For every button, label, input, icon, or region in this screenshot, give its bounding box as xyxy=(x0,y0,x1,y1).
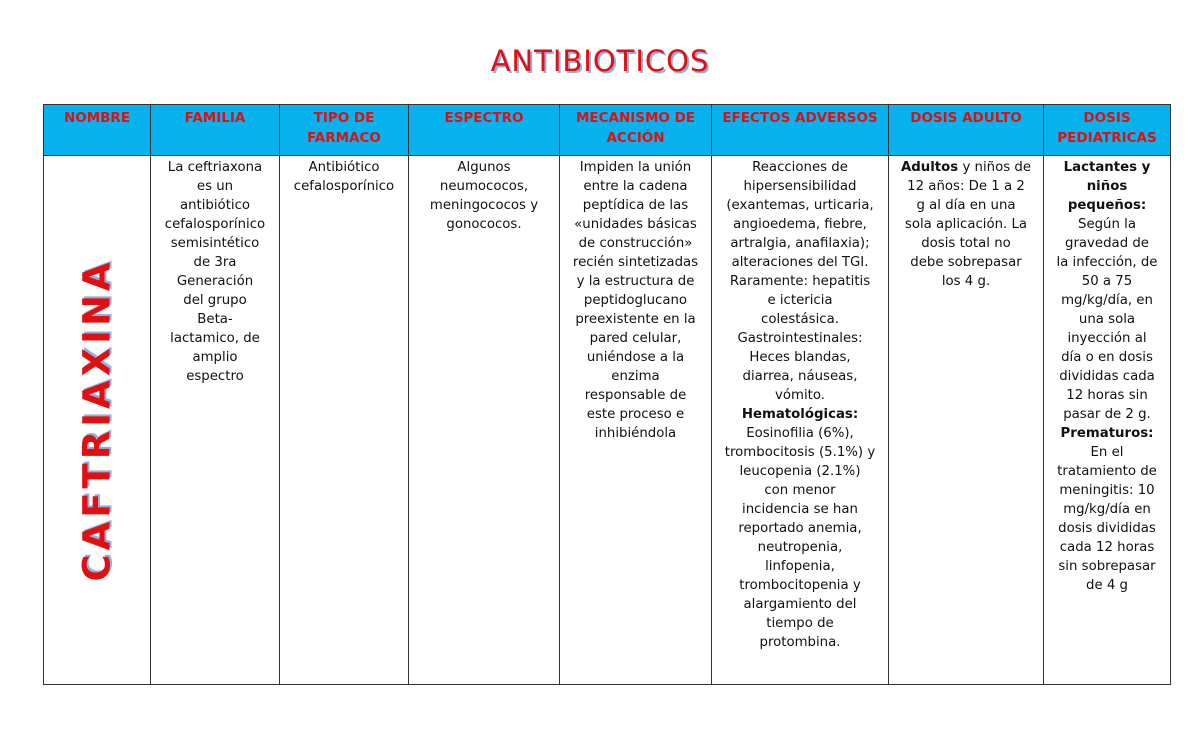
text-line: Lactantes y xyxy=(1063,160,1151,175)
text-line: mg/kg/día en xyxy=(1063,502,1151,517)
text-line: 50 a 75 xyxy=(1081,274,1133,289)
page-title: ANTIBIOTICOS xyxy=(490,44,710,78)
text-line: una sola xyxy=(1078,312,1136,327)
text-line: (exantemas, urticaria, xyxy=(726,198,874,213)
text-line: incidencia se han xyxy=(742,502,858,517)
header-tipo xyxy=(280,105,409,156)
header-mecanismo xyxy=(560,105,712,156)
text-line: tiempo de xyxy=(766,616,834,631)
header-dosis-adulto: DOSIS ADULTO xyxy=(889,105,1044,156)
text-line: del grupo xyxy=(183,293,247,308)
text-line: semisintético xyxy=(170,236,260,251)
text-line: Reacciones de xyxy=(752,160,848,175)
text-line: meningococos y xyxy=(429,198,539,213)
efectos-hematologicas-label: Hematológicas: xyxy=(741,407,859,422)
text-line: e ictericia xyxy=(767,293,833,308)
text-line: pared celular, xyxy=(589,331,682,346)
text-line: La ceftriaxona xyxy=(167,160,263,175)
text-line: sola aplicación. La xyxy=(904,217,1028,232)
text-line: leucopenia (2.1%) xyxy=(739,464,861,479)
adultos-label: Adultos xyxy=(900,160,959,175)
text-line: 12 horas sin xyxy=(1066,388,1148,403)
text-line: angioedema, fiebre, xyxy=(733,217,867,232)
dosis-ped-text-2 xyxy=(1047,443,1167,595)
text-line: FARMACO xyxy=(307,130,381,146)
text-line: de 4 g xyxy=(1086,578,1128,593)
text-line: gravedad de xyxy=(1065,236,1149,251)
text-line: peptídica de las xyxy=(582,198,689,213)
cell-tipo xyxy=(280,156,409,685)
lactantes-label xyxy=(1047,158,1167,215)
text-line: antibiótico xyxy=(179,198,251,213)
text-line: de construcción» xyxy=(578,236,693,251)
header-espectro: ESPECTRO xyxy=(409,105,560,156)
text-line: Raramente: hepatitis xyxy=(729,274,871,289)
header-row xyxy=(44,105,1171,156)
text-line: este proceso e xyxy=(586,407,685,422)
text-line: con menor xyxy=(764,483,836,498)
text-line: responsable de xyxy=(584,388,687,403)
text-line: Impiden la unión xyxy=(579,160,692,175)
text-line: Eosinofilia (6%), xyxy=(746,426,854,441)
text-line: linfopenia, xyxy=(765,559,835,574)
text-line: día o en dosis xyxy=(1061,350,1153,365)
text-line: alargamiento del xyxy=(743,597,857,612)
header-efectos: EFECTOS ADVERSOS xyxy=(712,105,889,156)
text-line: dosis divididas xyxy=(1058,521,1156,536)
header-nombre: NOMBRE xyxy=(44,105,151,156)
text-line: trombocitopenia y xyxy=(739,578,861,593)
text-line: debe sobrepasar xyxy=(910,255,1022,270)
text-line: peptidoglucano xyxy=(583,293,688,308)
text-line: niños xyxy=(1086,179,1128,194)
text-line: Gastrointestinales: xyxy=(737,331,863,346)
text-line: reportado anemia, xyxy=(738,521,862,536)
text-line: Antibiótico xyxy=(308,160,380,175)
text-line: 12 años: De 1 a 2 xyxy=(907,179,1025,194)
text-line: neutropenia, xyxy=(757,540,843,555)
text-line: mg/kg/día, en xyxy=(1061,293,1153,308)
text-line: protombina. xyxy=(759,635,841,650)
text-line: cefalosporínico xyxy=(293,179,395,194)
text-line: divididas cada xyxy=(1059,369,1155,384)
dosis-adulto-text xyxy=(892,177,1040,291)
text-line: entre la cadena xyxy=(583,179,688,194)
text-line: vómito. xyxy=(775,388,825,403)
text-line: Generación xyxy=(176,274,254,289)
text-line: artralgia, anafilaxia); xyxy=(730,236,870,251)
cell-dosis-pediatrica xyxy=(1044,156,1171,685)
text-line: MECANISMO DE xyxy=(575,110,696,126)
text-line: y la estructura de xyxy=(576,274,695,289)
text-line: colestásica. xyxy=(761,312,839,327)
text-line: de 3ra xyxy=(193,255,237,270)
text-line: Según la xyxy=(1078,217,1136,232)
dosis-ped-text-1 xyxy=(1047,215,1167,424)
text-line: DOSIS xyxy=(1083,110,1131,126)
text-line: pasar de 2 g. xyxy=(1063,407,1151,422)
cell-espectro xyxy=(409,156,560,685)
cell-dosis-adulto xyxy=(889,156,1044,685)
text-line: uniéndose a la xyxy=(586,350,685,365)
text-line: g al día en una xyxy=(916,198,1016,213)
text-line: ACCIÓN xyxy=(606,130,665,146)
text-line: enzima xyxy=(611,369,660,384)
text-line: inyección al xyxy=(1067,331,1147,346)
cell-nombre xyxy=(44,156,151,685)
drug-name: CAFTRIAXINA xyxy=(75,258,119,582)
text-line: preexistente en la xyxy=(575,312,696,327)
text-line: amplio xyxy=(192,350,238,365)
text-line: En el xyxy=(1090,445,1124,460)
text-line: cada 12 horas xyxy=(1059,540,1155,555)
cell-familia xyxy=(151,156,280,685)
text-line: tratamiento de xyxy=(1057,464,1157,479)
text-line: gonococos. xyxy=(446,217,522,232)
antibiotic-table xyxy=(43,104,1171,685)
text-line: trombocitosis (5.1%) y xyxy=(724,445,876,460)
text-line: diarrea, náuseas, xyxy=(742,369,858,384)
adultos-first-line: y niños de xyxy=(958,160,1032,175)
text-line: cefalosporínico xyxy=(164,217,266,232)
text-line: alteraciones del TGI. xyxy=(731,255,869,270)
text-line: pequeños: xyxy=(1067,198,1147,213)
cell-mecanismo xyxy=(560,156,712,685)
header-familia: FAMILIA xyxy=(151,105,280,156)
text-line: dosis total no xyxy=(921,236,1011,251)
text-line: hipersensibilidad xyxy=(743,179,857,194)
header-dosis-pediatrica xyxy=(1044,105,1171,156)
prematuros-label: Prematuros: xyxy=(1060,426,1154,441)
text-line: la infección, de xyxy=(1056,255,1158,270)
cell-efectos xyxy=(712,156,889,685)
text-line: neumococos, xyxy=(439,179,529,194)
text-line: «unidades básicas xyxy=(574,217,697,232)
text-line: los 4 g. xyxy=(941,274,991,289)
efectos-part-2 xyxy=(715,424,885,652)
text-line: TIPO DE xyxy=(313,110,375,126)
text-line: es un xyxy=(196,179,234,194)
text-line: recién sintetizadas xyxy=(572,255,699,270)
text-line: inhibiéndola xyxy=(594,426,677,441)
text-line: Heces blandas, xyxy=(749,350,851,365)
efectos-part-1 xyxy=(715,158,885,405)
text-line: espectro xyxy=(186,369,244,384)
text-line: Beta- xyxy=(197,312,233,327)
text-line: Algunos xyxy=(457,160,511,175)
text-line: lactamico, de xyxy=(170,331,260,346)
text-line: meningitis: 10 xyxy=(1059,483,1155,498)
text-line: PEDIATRICAS xyxy=(1057,130,1157,146)
text-line: sin sobrepasar xyxy=(1058,559,1156,574)
table-row xyxy=(44,156,1171,685)
